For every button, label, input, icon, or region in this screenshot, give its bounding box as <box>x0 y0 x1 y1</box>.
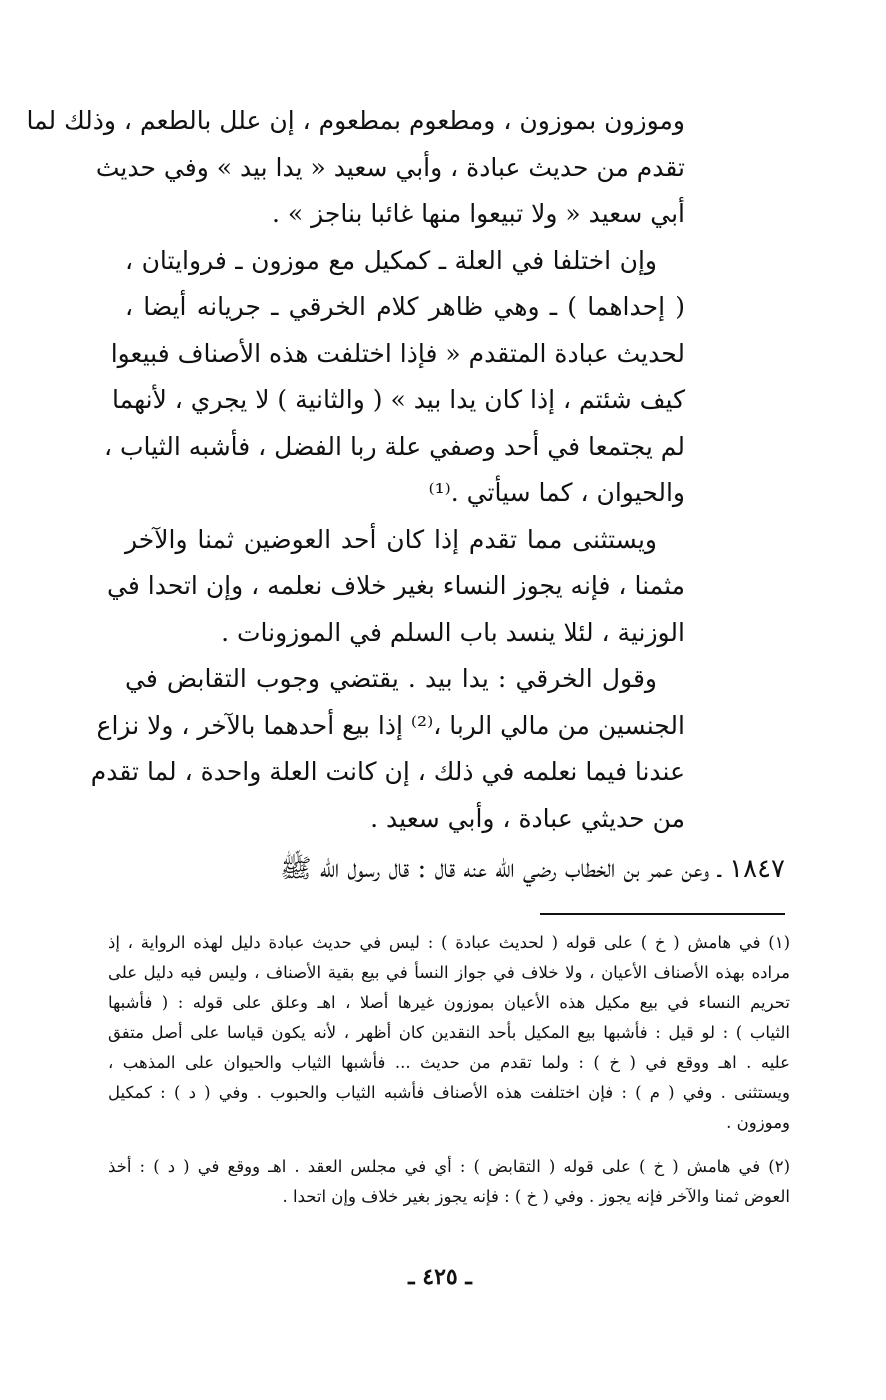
text-line: وقول الخرقي : يدا بيد . يقتضي وجوب التقابض في <box>125 664 657 693</box>
footnote-line: ويستثنى . وفي ( م ) : فإن اختلفت هذه الأصناف فأشبه الثياب والحبوب . وفي ( د ) : كمكيل <box>108 1083 790 1102</box>
text-line: وموزون بموزون ، ومطعوم بمطعوم ، إن علل بالطعم ، وذلك لما <box>26 106 685 135</box>
footnote-separator <box>540 913 785 915</box>
footnote-line: مراده بهذه الأصناف الأعيان ، ولا خلاف في جواز النسأ في بيع بقية الأصناف ، وليس فيه دليل على <box>108 963 790 982</box>
text-line: من حديثي عبادة ، وأبي سعيد . <box>370 803 685 833</box>
footnote-line: الثياب ) : لو قيل : فأشبها بيع المكيل بأحد النقدين كان أظهر ، لأنه يكون قياسا على أصل متفق <box>108 1023 790 1042</box>
footnote-line: العوض ثمنا والآخر فإنه يجوز . وفي ( خ ) : فإنه يجوز بغير خلاف وإن اتحدا . <box>282 1187 790 1206</box>
text-line: والحيوان ، كما سيأتي .⁽¹⁾ <box>428 478 685 507</box>
text-line: أبي سعيد « ولا تبيعوا منها غائبا بناجز » . <box>271 199 685 228</box>
footnote-gap <box>108 1138 790 1152</box>
page-number: ـ ٤٢٥ ـ <box>408 1264 472 1290</box>
main-text <box>26 98 685 842</box>
hadith-heading: ١٨٤٧ ـ وعن عمر بن الخطاب رضي الله عنه قال : قال رسول الله ﷺ <box>280 854 785 884</box>
text-line: وإن اختلفا في العلة ـ كمكيل مع موزون ـ فروايتان ، <box>125 245 657 275</box>
text-line: كيف شئتم ، إذا كان يدا بيد » ( والثانية ) لا يجري ، لأنهما <box>112 385 685 414</box>
text-line: الجنسين من مالي الربا ،⁽²⁾ إذا بيع أحدهما بالآخر ، ولا نزاع <box>96 710 685 740</box>
text-line: الوزنية ، لئلا ينسد باب السلم في الموزونات . <box>221 617 685 647</box>
footnote-line: عليه . اهـ ووقع في ( خ ) : ولما تقدم من حديث ... فأشبها الثياب والحيوان على المذهب ، <box>108 1053 790 1072</box>
text-line: عندنا فيما نعلمه في ذلك ، إن كانت العلة واحدة ، لما تقدم <box>90 757 685 786</box>
text-line: لم يجتمعا في أحد وصفي علة ربا الفضل ، فأشبه الثياب ، <box>103 431 685 461</box>
footnote-line: تحريم النساء في بيع مكيل هذه الأعيان بموزون غيرها أصلا ، اهـ وعلق على قوله : ( فأشبها <box>108 993 790 1012</box>
text-line: مثمنا ، فإنه يجوز النساء بغير خلاف نعلمه ، وإن اتحدا في <box>107 571 685 600</box>
text-line: ( إحداهما ) ـ وهي ظاهر كلام الخرقي ـ جريانه أيضا ، <box>125 292 685 321</box>
footnote-line: (٢) في هامش ( خ ) على قوله ( التقابض ) : أي في مجلس العقد . اهـ ووقع في ( د ) : أخذ <box>108 1157 790 1176</box>
footnotes <box>108 928 790 1212</box>
text-line: لحديث عبادة المتقدم « فإذا اختلفت هذه الأصناف فبيعوا <box>110 338 685 368</box>
text-line: ويستثنى مما تقدم إذا كان أحد العوضين ثمنا والآخر <box>125 524 657 554</box>
footnote-line: وموزون . <box>726 1113 790 1132</box>
text-line: تقدم من حديث عبادة ، وأبي سعيد « يدا بيد » وفي حديث <box>95 152 685 182</box>
footnote-line: (١) في هامش ( خ ) على قوله ( لحديث عبادة ) : ليس في حديث عبادة دليل لهذه الرواية ، إذ <box>108 933 790 952</box>
